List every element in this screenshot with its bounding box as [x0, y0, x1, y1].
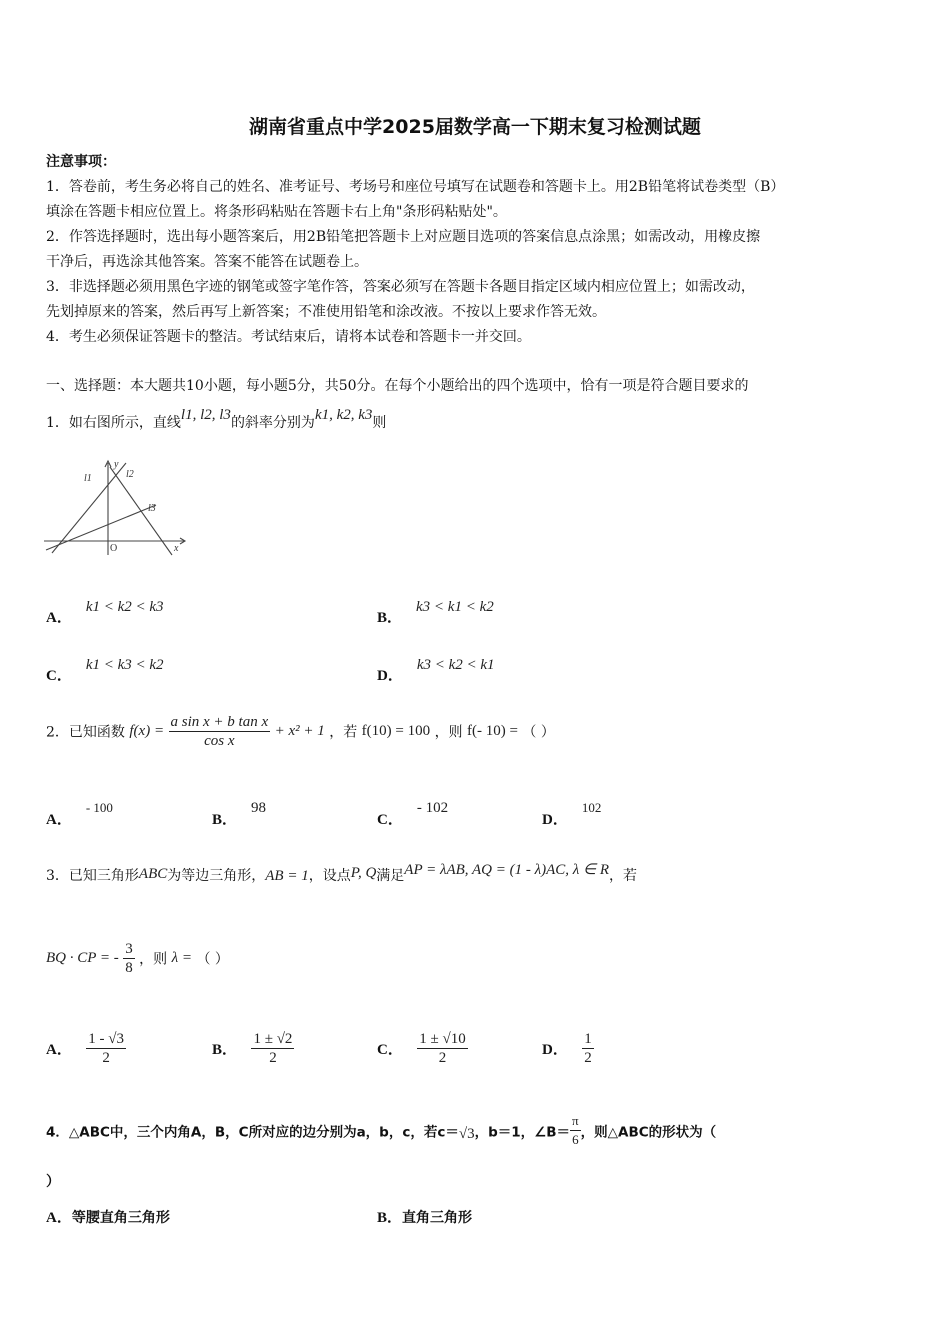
q3-option-b[interactable] [212, 1030, 294, 1067]
question-2 [46, 713, 555, 750]
q1-lines: l1, l2, l3 [180, 407, 231, 423]
option-label: D． [542, 1042, 568, 1058]
q2-frac-den: cos x [204, 733, 235, 749]
q3-text: ，设点 [308, 868, 351, 884]
q2-cond-prefix: ，若 [329, 724, 358, 741]
option-text: k3 < k1 < k2 [416, 599, 494, 615]
q2-fraction [169, 713, 271, 750]
q2-ask: f(- 10) = [467, 723, 518, 739]
q2-paren: （ ） [522, 724, 555, 741]
notice-line: 先划掉原来的答案，然后再写上新答案；不准使用铅笔和涂改液。不按以上要求作答无效。 [46, 304, 606, 320]
option-label: C． [377, 1042, 403, 1058]
q2-option-b[interactable] [212, 800, 267, 829]
notice-line: 4．考生必须保证答题卡的整洁。考试结束后，请将本试卷和答题卡一并交回。 [46, 329, 531, 345]
q1-figure [44, 455, 194, 560]
q4-sqrt3: √3 [458, 1126, 475, 1142]
q3-fraction [123, 940, 135, 977]
q3-frac-num: 3 [125, 941, 133, 957]
q1-mid: 的斜率分别为 [230, 415, 315, 431]
question-3-cont [46, 940, 229, 977]
question-4 [46, 1112, 716, 1149]
q2-f-tail: + x² + 1 [274, 723, 325, 739]
q3-option-c[interactable] [377, 1030, 468, 1067]
q2-then: ，则 [434, 724, 463, 741]
option-text: 直角三角形 [402, 1210, 473, 1226]
option-fraction [417, 1030, 467, 1067]
option-fraction [582, 1030, 594, 1067]
q2-frac-num: a sin x + b tan x [170, 714, 269, 730]
q4-text: 4．△ABC中，三个内角A，B，C所对应的边分别为a，b，c，若c＝ [46, 1124, 459, 1141]
option-num: 1 [584, 1031, 592, 1047]
q4-option-b[interactable] [377, 1206, 472, 1227]
q1-option-a[interactable] [46, 599, 164, 627]
q3-text: 为等边三角形， [167, 868, 266, 884]
q2-cond: f(10) = 100 [361, 723, 431, 739]
notice-line: 1．答卷前，考生务必将自己的姓名、准考证号、考场号和座位号填写在试题卷和答题卡上。用2B铅笔将试卷类型（B） [46, 179, 785, 195]
notice-heading: 注意事项： [46, 154, 116, 170]
option-text: 98 [251, 800, 267, 816]
q4-text-cont: ） [46, 1174, 60, 1190]
line-l3 [46, 505, 156, 550]
q3-option-a[interactable] [46, 1030, 126, 1067]
notice-line: 2．作答选择题时，选出每小题答案后，用2B铅笔把答题卡上对应题目选项的答案信息点涂黑；如需改动，用橡皮擦 [46, 229, 761, 245]
option-label: A． [46, 1210, 72, 1226]
option-text: 102 [581, 800, 602, 815]
q3-condition: AP = λAB, AQ = (1 - λ)AC, λ ∈ R [404, 862, 610, 878]
option-label: A． [46, 812, 72, 828]
figure-label-l2: l2 [126, 469, 134, 480]
option-num: 1 ± √2 [253, 1031, 293, 1047]
option-label: D． [377, 668, 403, 684]
q4-text: ，b＝1，∠B＝ [474, 1124, 571, 1141]
option-text: 等腰直角三角形 [71, 1210, 170, 1226]
q3-dot-product: BQ · CP = - [46, 950, 119, 966]
question-3 [46, 862, 638, 885]
q3-option-d[interactable] [542, 1030, 594, 1067]
option-den: 2 [102, 1050, 110, 1066]
option-label: B． [377, 610, 403, 626]
option-text: k1 < k2 < k3 [85, 599, 164, 615]
q3-prefix: 3．已知三角形 [46, 868, 139, 884]
option-label: A． [46, 1042, 72, 1058]
q1-suffix: 则 [372, 415, 387, 431]
q2-prefix: 2．已知函数 [46, 724, 125, 741]
option-text: k3 < k2 < k1 [416, 657, 495, 673]
q4-six: 6 [572, 1132, 579, 1147]
option-text: k1 < k3 < k2 [85, 657, 164, 673]
notice-line: 填涂在答题卡相应位置上。将条形码粘贴在答题卡右上角"条形码粘贴处"。 [46, 204, 507, 220]
notice-line: 3．非选择题必须用黑色字迹的钢笔或签字笔作答，答案必须写在答题卡各题目指定区域内相应位置上；如需改动， [46, 279, 755, 295]
option-label: B． [212, 812, 238, 828]
option-label: B． [377, 1210, 403, 1226]
q3-frac-den: 8 [125, 960, 133, 976]
section-heading: 一、选择题：本大题共10小题，每小题5分，共50分。在每个小题给出的四个选项中，恰有一项是符合题目要求的 [46, 378, 749, 394]
q1-option-c[interactable] [46, 657, 164, 685]
q1-slopes: k1, k2, k3 [314, 407, 373, 423]
option-fraction [86, 1030, 126, 1067]
q4-text: ，则△ABC的形状为（ [580, 1124, 717, 1141]
figure-label-l1: l1 [84, 473, 92, 484]
option-num: 1 - √3 [88, 1031, 125, 1047]
option-text: - 102 [416, 800, 449, 816]
q2-option-d[interactable] [542, 800, 602, 829]
page-title: 湖南省重点中学2025届数学高一下期末复习检测试题 [249, 116, 701, 138]
option-den: 2 [438, 1050, 447, 1066]
option-label: C． [377, 812, 403, 828]
q1-prefix: 1．如右图所示，直线 [46, 415, 181, 431]
option-label: A． [46, 610, 72, 626]
q1-option-d[interactable] [377, 657, 495, 685]
q3-ab: AB = 1 [265, 868, 309, 884]
option-fraction [251, 1030, 294, 1067]
option-den: 2 [269, 1050, 277, 1066]
option-text: - 100 [85, 800, 113, 815]
q2-option-c[interactable] [377, 800, 449, 829]
q4-pi: π [570, 1112, 581, 1131]
q1-option-b[interactable] [377, 599, 494, 627]
q3-then: ，则 [139, 951, 168, 968]
figure-label-l3: l3 [148, 503, 156, 514]
q3-lambda: λ = [171, 950, 192, 966]
q2-f-lhs: f(x) = [129, 723, 165, 739]
option-label: B． [212, 1042, 238, 1058]
question-1 [46, 407, 387, 432]
q3-text: 满足 [376, 868, 405, 884]
figure-label-y: y [114, 459, 119, 470]
figure-label-origin: O [110, 543, 118, 554]
option-label: D． [542, 812, 568, 828]
q4-option-a[interactable] [46, 1206, 170, 1227]
notice-line: 干净后，再选涂其他答案。答案不能答在试题卷上。 [46, 254, 368, 270]
q3-triangle: ABC [138, 866, 168, 882]
q3-text: ，若 [609, 868, 638, 884]
q3-pq: P, Q [350, 865, 377, 881]
option-den: 2 [584, 1050, 592, 1066]
q4-fraction [570, 1112, 581, 1149]
q3-paren: （ ） [196, 951, 229, 968]
figure-label-x: x [174, 543, 179, 554]
option-num: 1 ± √10 [419, 1031, 466, 1047]
option-label: C． [46, 668, 72, 684]
q2-option-a[interactable] [46, 800, 113, 829]
